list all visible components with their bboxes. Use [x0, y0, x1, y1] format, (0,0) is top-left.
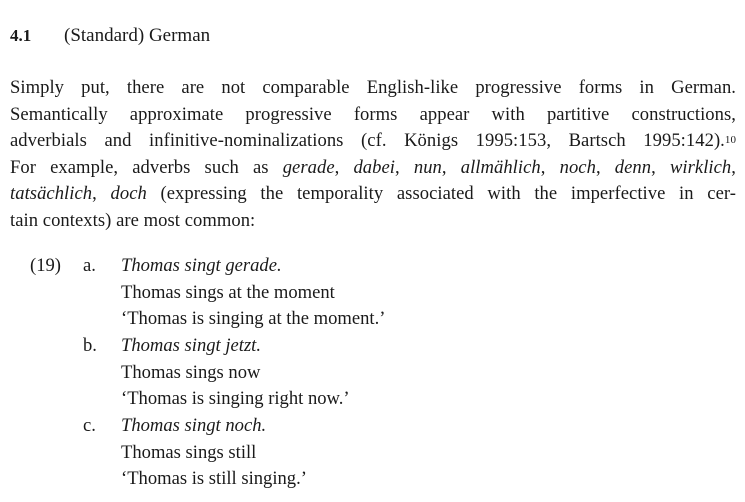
example-german — [121, 413, 266, 440]
example-label: c. — [83, 415, 96, 436]
example-gloss: Thomas sings now — [121, 361, 261, 383]
adverb: allmählich — [460, 156, 541, 178]
example-gloss: Thomas sings still — [121, 441, 257, 463]
footnote-marker[interactable]: 10 — [724, 134, 736, 147]
adverb: dabei — [353, 156, 396, 178]
adverb: noch — [559, 156, 596, 178]
example-translation: ‘Thomas is still singing.’ — [121, 468, 307, 489]
example-label: b. — [83, 335, 97, 356]
example-gloss: Thomas sings at the moment — [121, 281, 335, 303]
example-translation: ‘Thomas is singing right now.’ — [121, 388, 350, 409]
adverb: wirklich — [669, 156, 732, 178]
example-german — [121, 253, 282, 280]
paragraph-text: adverbials and infinitive-nominalizations (cf. Königs 1995:153, Bartsch 1995:142). — [10, 130, 725, 152]
paragraph-line — [10, 128, 736, 155]
adverb: tatsächlich — [10, 183, 93, 205]
adverb: gerade — [282, 156, 335, 178]
paragraph-text: For example, adverbs such as — [10, 156, 283, 178]
paragraph-line: tatsächlich, doch (expressing the temporality associated with the imperfective in cer- — [10, 183, 736, 205]
section-title: (Standard) German — [64, 25, 211, 46]
german-text: Thomas singt gerade. — [121, 255, 282, 276]
paragraph-line: Simply put, there are not comparable English-like progressive forms in German. — [10, 77, 736, 98]
paragraph-text: (expressing the temporality associated with the imperfective in cer- — [146, 183, 736, 205]
adverb: doch — [110, 183, 147, 205]
example-translation: ‘Thomas is singing at the moment.’ — [121, 308, 386, 329]
german-text: Thomas singt jetzt. — [121, 335, 261, 356]
section-number: 4.1 — [10, 26, 32, 45]
example-label: a. — [83, 255, 96, 276]
adverb: denn — [614, 156, 652, 178]
paragraph-line: Semantically approximate progressive forms appear with partitive constructions, — [10, 103, 736, 125]
adverb: nun — [413, 156, 442, 178]
section-heading — [10, 24, 210, 48]
german-text: Thomas singt noch. — [121, 415, 267, 436]
paragraph-line: For example, adverbs such as gerade, dabei, nun, allmählich, noch, denn, wirklich, — [10, 156, 736, 178]
example-german — [121, 333, 261, 360]
paragraph-line: tain contexts) are most common: — [10, 209, 256, 231]
body-paragraph — [10, 75, 736, 235]
example-number: (19) — [30, 255, 61, 276]
